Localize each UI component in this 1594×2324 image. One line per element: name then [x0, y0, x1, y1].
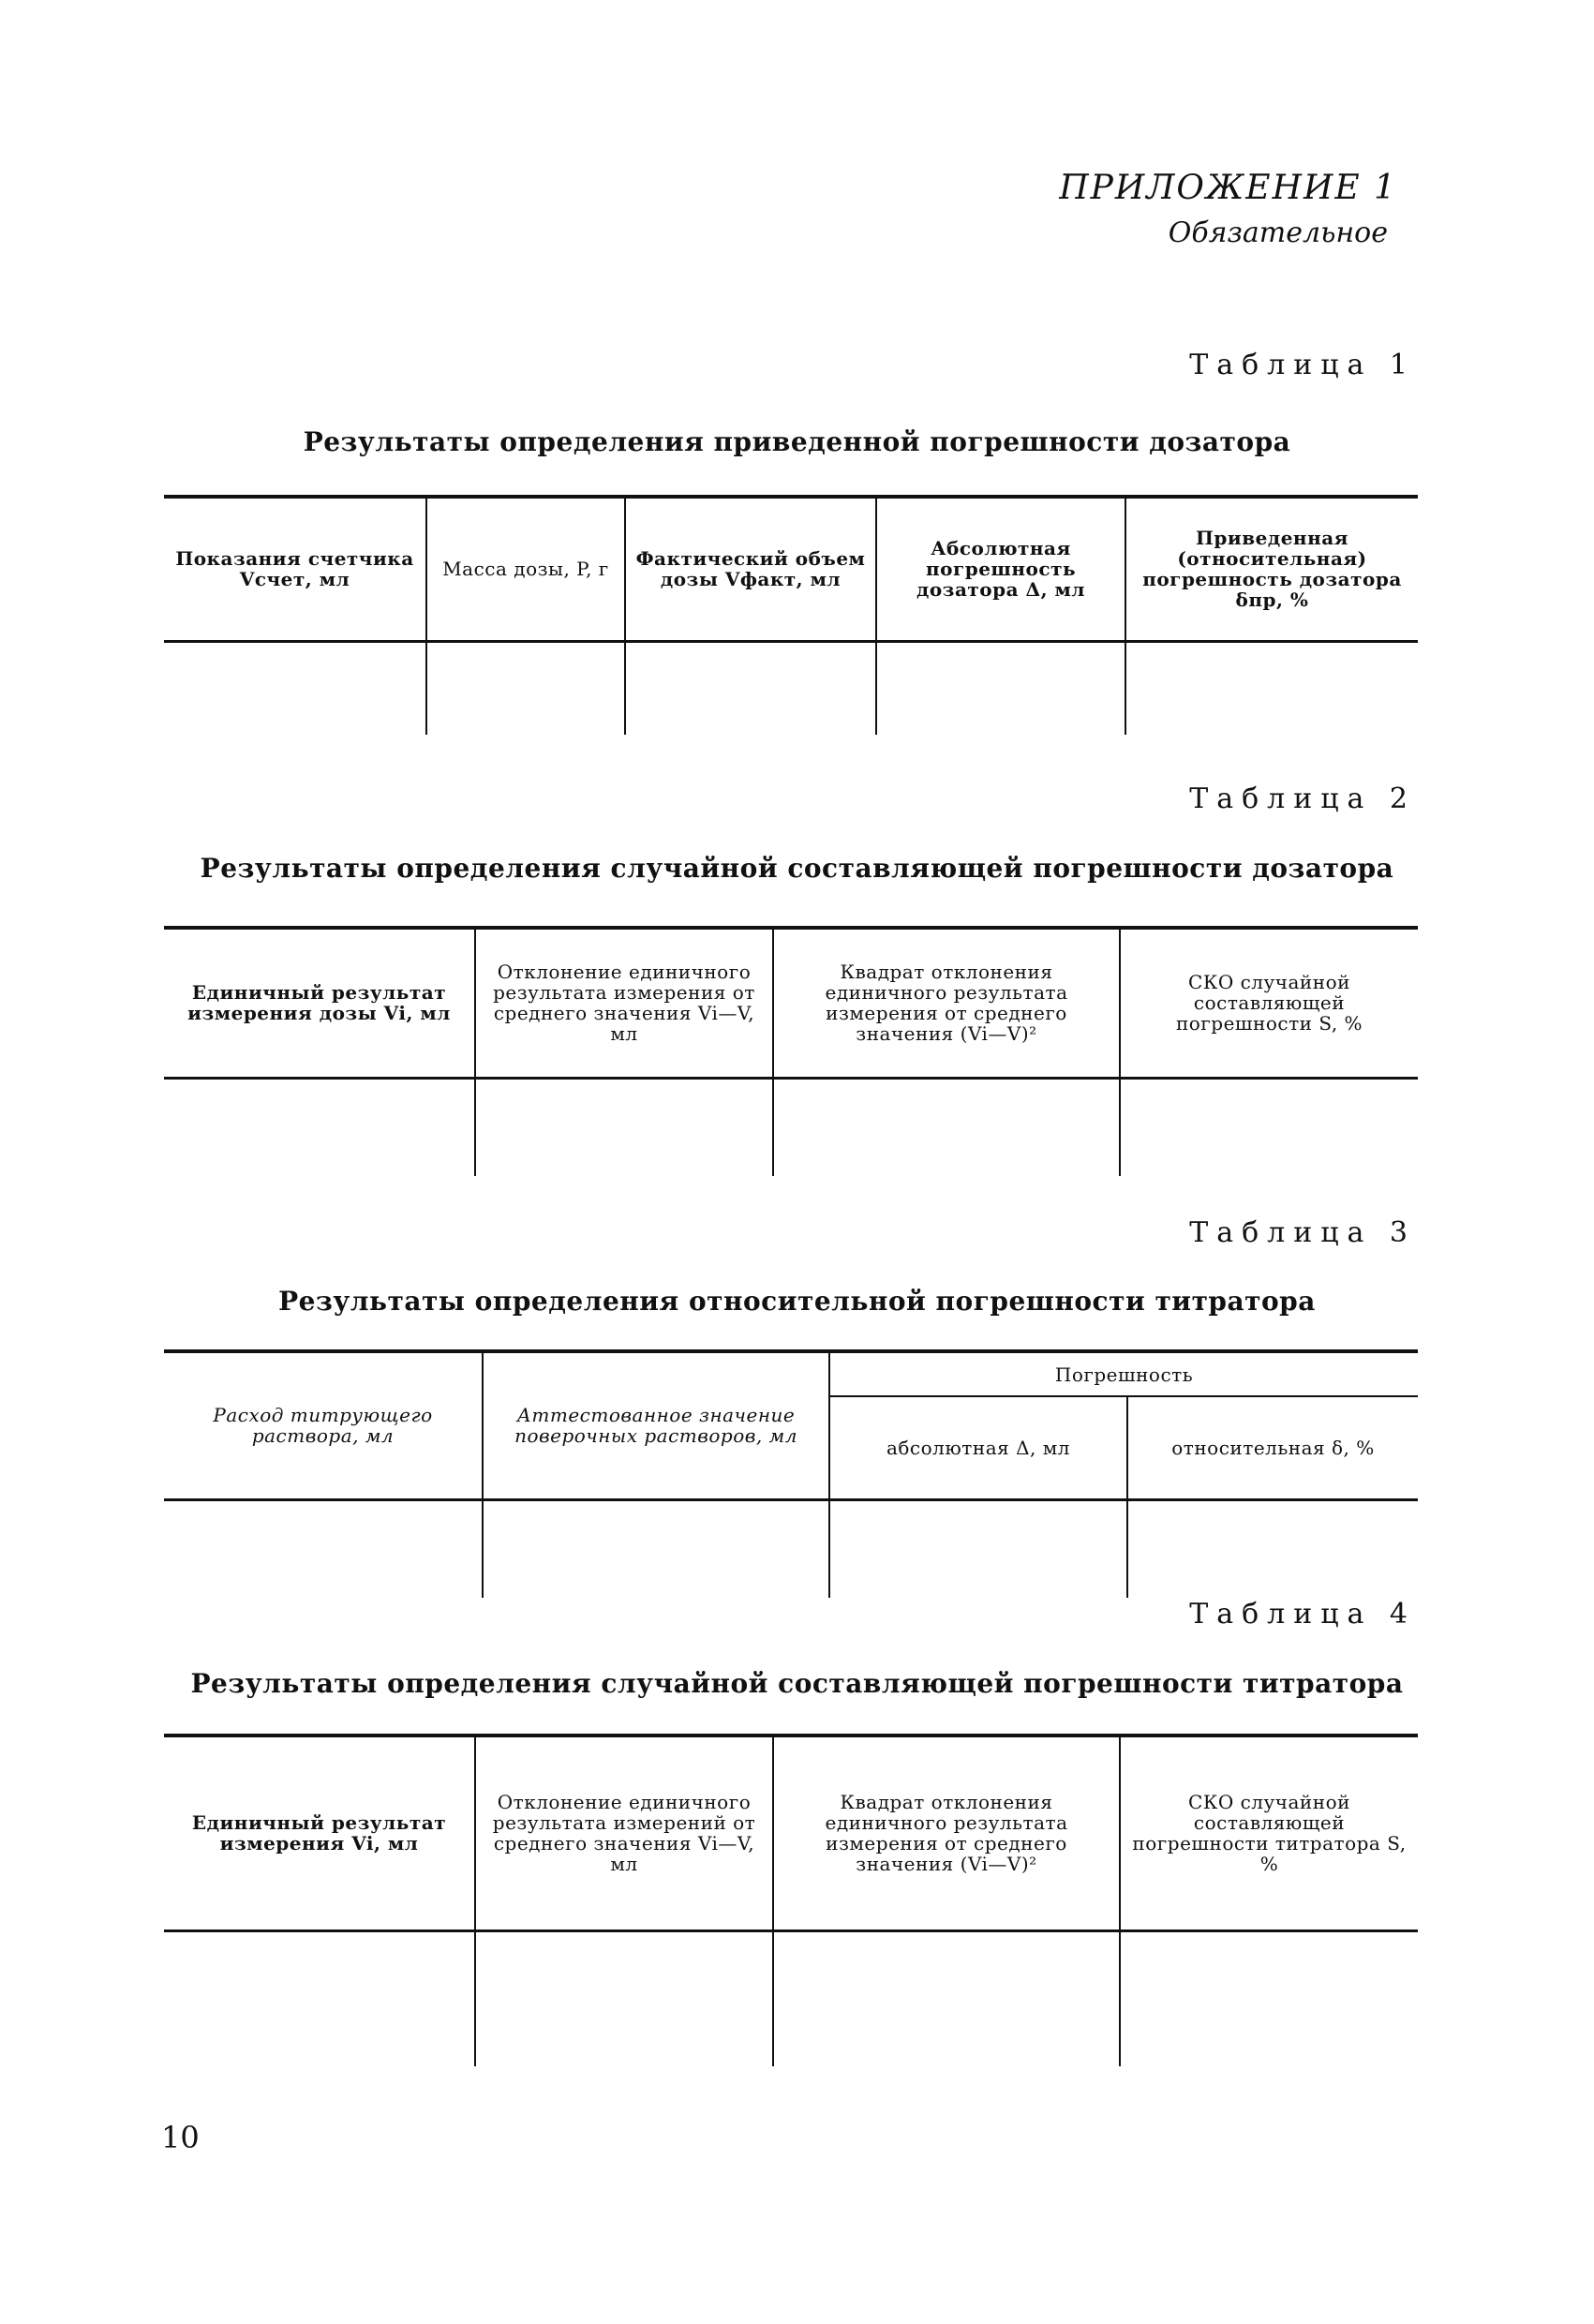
table4-empty-cell [164, 1930, 475, 2066]
table2-empty-cell [164, 1078, 475, 1176]
table2-header-cell: Единичный результат измерения дозы Vi, мл [164, 928, 475, 1078]
table1-empty-cell [426, 641, 625, 735]
table4-empty-cell [1120, 1930, 1418, 2066]
table1 [164, 495, 1418, 735]
table3-subheader-cell: абсолютная Δ, мл [829, 1396, 1127, 1499]
table1-empty-cell [625, 641, 876, 735]
table2-empty-cell [475, 1078, 773, 1176]
table2-empty-cell [773, 1078, 1120, 1176]
table4-label: Таблица 4 [1189, 1598, 1416, 1631]
table2-empty-cell [1120, 1078, 1418, 1176]
table3-empty-cell [829, 1499, 1127, 1598]
table3 [164, 1349, 1418, 1598]
table1-empty-cell [164, 641, 426, 735]
table4-header-cell: Отклонение единичного результата измерений от среднего значения Vi—V, мл [475, 1736, 773, 1930]
table1-header-cell: Масса дозы, P, г [426, 497, 625, 641]
table4-header-cell: Единичный результат измерения Vi, мл [164, 1736, 475, 1930]
table1-title: Результаты определения приведенной погрешности дозатора [303, 426, 1291, 457]
table4 [164, 1734, 1418, 2066]
table1-empty-cell [1125, 641, 1418, 735]
table3-header-cell: Расход титрующего раствора, мл [164, 1351, 483, 1499]
table2-label: Таблица 2 [1189, 782, 1416, 815]
table1-header-cell: Показания счетчика Vсчет, мл [164, 497, 426, 641]
table2-header-cell: СКО случайной составляющей погрешности S, % [1120, 928, 1418, 1078]
table4-empty-cell [475, 1930, 773, 2066]
table3-title: Результаты определения относительной погрешности титратора [278, 1286, 1316, 1317]
table3-group-header: Погрешность [829, 1351, 1418, 1396]
table2-header-cell: Квадрат отклонения единичного результата измерения от среднего значения (Vi—V)² [773, 928, 1120, 1078]
table3-subheader-cell: относительная δ, % [1127, 1396, 1418, 1499]
table3-label: Таблица 3 [1189, 1216, 1416, 1249]
table1-header-cell: Фактический объем дозы Vфакт, мл [625, 497, 876, 641]
page-number: 10 [161, 2120, 200, 2155]
table1-empty-cell [876, 641, 1125, 735]
table4-empty-cell [773, 1930, 1120, 2066]
appendix-header [1059, 167, 1397, 257]
table2-header-cell: Отклонение единичного результата измерения от среднего значения Vi—V, мл [475, 928, 773, 1078]
table4-header-cell: Квадрат отклонения единичного результата измерения от среднего значения (Vi—V)² [773, 1736, 1120, 1930]
table1-label: Таблица 1 [1189, 349, 1416, 381]
table3-empty-cell [483, 1499, 829, 1598]
appendix-subtitle: Обязательное [1168, 216, 1388, 249]
table2-title: Результаты определения случайной составляющей погрешности дозатора [200, 853, 1394, 884]
table3-empty-cell [164, 1499, 483, 1598]
table1-header-cell: Приведенная (относительная) погрешность дозатора δпр, % [1125, 497, 1418, 641]
table1-header-cell: Абсолютная погрешность дозатора Δ, мл [876, 497, 1125, 641]
table4-header-cell: СКО случайной составляющей погрешности титратора S, % [1120, 1736, 1418, 1930]
table3-empty-cell [1127, 1499, 1418, 1598]
table2 [164, 926, 1418, 1176]
table3-header-cell: Аттестованное значение поверочных растворов, мл [483, 1351, 829, 1499]
table4-title: Результаты определения случайной составляющей погрешности титратора [190, 1668, 1404, 1699]
appendix-title: ПРИЛОЖЕНИЕ 1 [1059, 169, 1397, 207]
